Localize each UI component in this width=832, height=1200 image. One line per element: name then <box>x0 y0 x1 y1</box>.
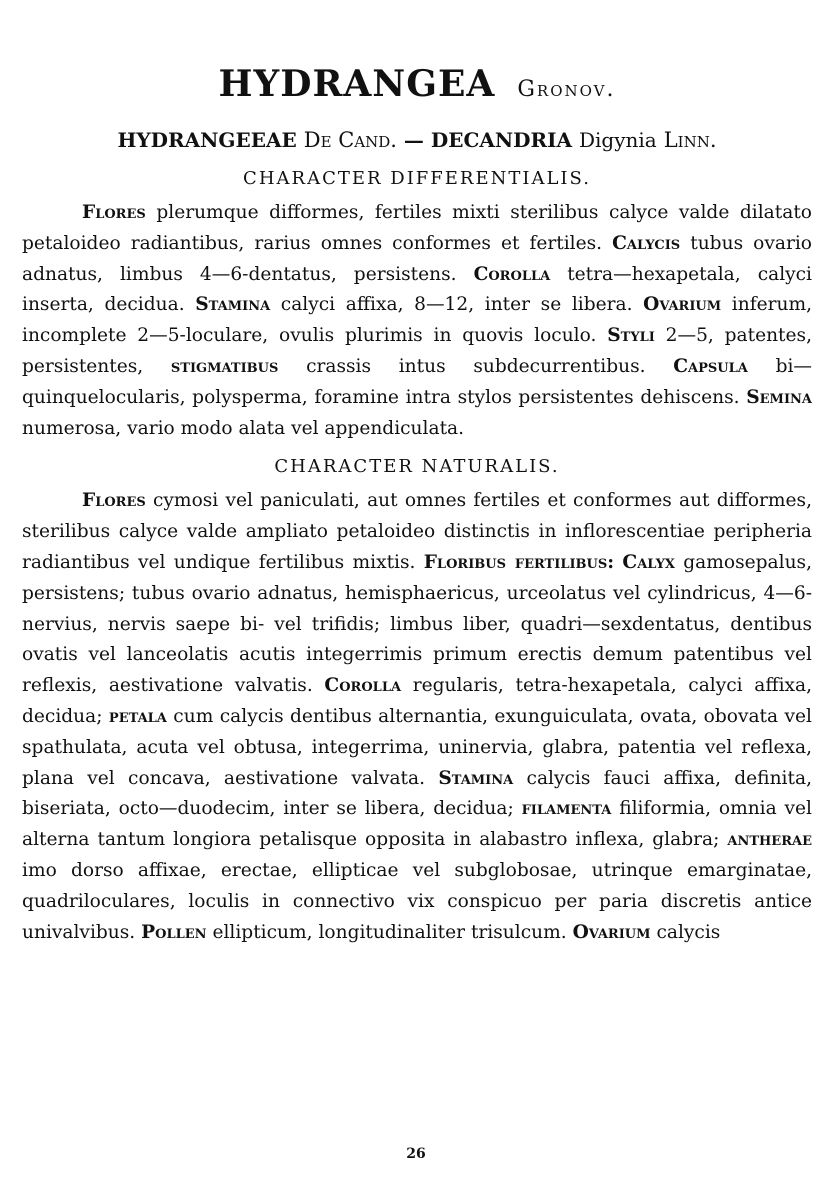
linnaean-class: DECANDRIA <box>430 128 573 152</box>
term: Corolla <box>324 675 402 697</box>
text: regularis, tetra-hexapetala, calyci affixa, decidua; <box>22 675 812 727</box>
term: Stamina <box>438 767 514 789</box>
differential-paragraph <box>22 198 812 444</box>
text: inferum, incomplete 2—5-loculare, ovulis plurimis in quovis loculo. <box>22 294 813 347</box>
text: cymosi vel paniculati, aut omnes fertiles et conformes aut difformes, sterilibus calyce valde ampliato petaloideo distinctis in inflorescentiae peripheria radiantibus vel undique fertilibus mixtis. <box>22 490 812 573</box>
term: Calyx <box>622 551 675 573</box>
term: filamenta <box>521 798 612 820</box>
family-authority: De Cand. <box>303 128 397 152</box>
term: Pollen <box>141 921 207 943</box>
genus-name: HYDRANGEA <box>218 63 496 105</box>
text: calycis <box>650 921 721 943</box>
term: Calycis <box>612 232 681 254</box>
text: imo dorso affixae, erectae, ellipticae vel subglobosae, utrinque emarginatae, quadriloculares, loculis in connectivo vix conspicuo per paria discretis antice univalvibus. <box>22 859 812 943</box>
term: Corolla <box>473 263 551 285</box>
text: plerumque difformes, fertiles mixti sterilibus calyce valde dilatato petaloideo radiantibus, rarius omnes conformes et fertiles. <box>22 202 812 254</box>
text: bi—quinquelocularis, polysperma, foramine intra stylos persistentes dehiscens. <box>22 355 813 408</box>
term: antherae <box>727 829 812 851</box>
text: ellipticum, longitudinaliter trisulcum. <box>206 921 573 943</box>
term: Styli <box>607 325 655 347</box>
term: Stamina <box>195 294 271 316</box>
text: 2—5, patentes, persistentes, <box>22 325 812 377</box>
term: Ovarium <box>643 294 722 316</box>
text: calyci affixa, 8—12, inter se libera. <box>270 294 644 316</box>
term: petala <box>108 705 167 727</box>
text: calycis fauci affixa, definita, biseriata, octo—duodecim, inter se libera, decidua; <box>22 767 812 820</box>
text: tubus ovario adnatus, limbus 4—6-dentatus, persistens. <box>22 232 812 285</box>
text: cum calycis dentibus alternantia, exunguiculata, ovata, obovata vel spathulata, acuta vel obtusa, integerrima, uninervia, glabra, patentia vel reflexa, plana vel concava, aestivatione valvata. <box>22 705 812 789</box>
separator-dash: — <box>403 128 424 152</box>
term: Flores <box>82 490 146 512</box>
text: filiformia, omnia vel alterna tantum longiora petalisque opposita in alabastro inflexa, glabra; <box>22 798 812 851</box>
term: Semina <box>746 386 812 408</box>
order-authority: Linn. <box>663 128 717 152</box>
section-heading-naturalis: CHARACTER NATURALIS. <box>274 456 560 478</box>
page-title <box>22 62 812 112</box>
linnaean-order: Digynia <box>579 128 657 152</box>
family-name: HYDRANGEEAE <box>117 128 297 152</box>
classification-line <box>22 126 812 154</box>
term: stigmatibus <box>170 355 279 377</box>
page-number: 26 <box>406 1146 426 1162</box>
naturalis-paragraph <box>22 486 812 948</box>
term: Capsula <box>673 355 748 377</box>
text: crassis intus subdecurrentibus. <box>278 355 674 377</box>
text: tetra—hexapetala, calyci inserta, decidua. <box>22 263 812 316</box>
genus-authority: Gronov. <box>517 77 616 102</box>
section-heading-differential: CHARACTER DIFFERENTIALIS. <box>243 168 591 189</box>
text: numerosa, vario modo alata vel appendiculata. <box>22 417 465 439</box>
term: Flores <box>82 202 146 223</box>
text: gamosepalus, persistens; tubus ovario adnatus, hemisphaericus, urceolatus vel cylindricus, 4—6-nervius, nervis saepe bi- vel trifidis; limbus liber, quadri—sexdentatus, dentibus ovatis vel lanceolatis acutis integerrimis primum erectis demum patentibus vel reflexis, aestivatione valvatis. <box>22 551 812 697</box>
term: Floribus fertilibus: <box>423 551 615 573</box>
term: Ovarium <box>572 921 651 943</box>
